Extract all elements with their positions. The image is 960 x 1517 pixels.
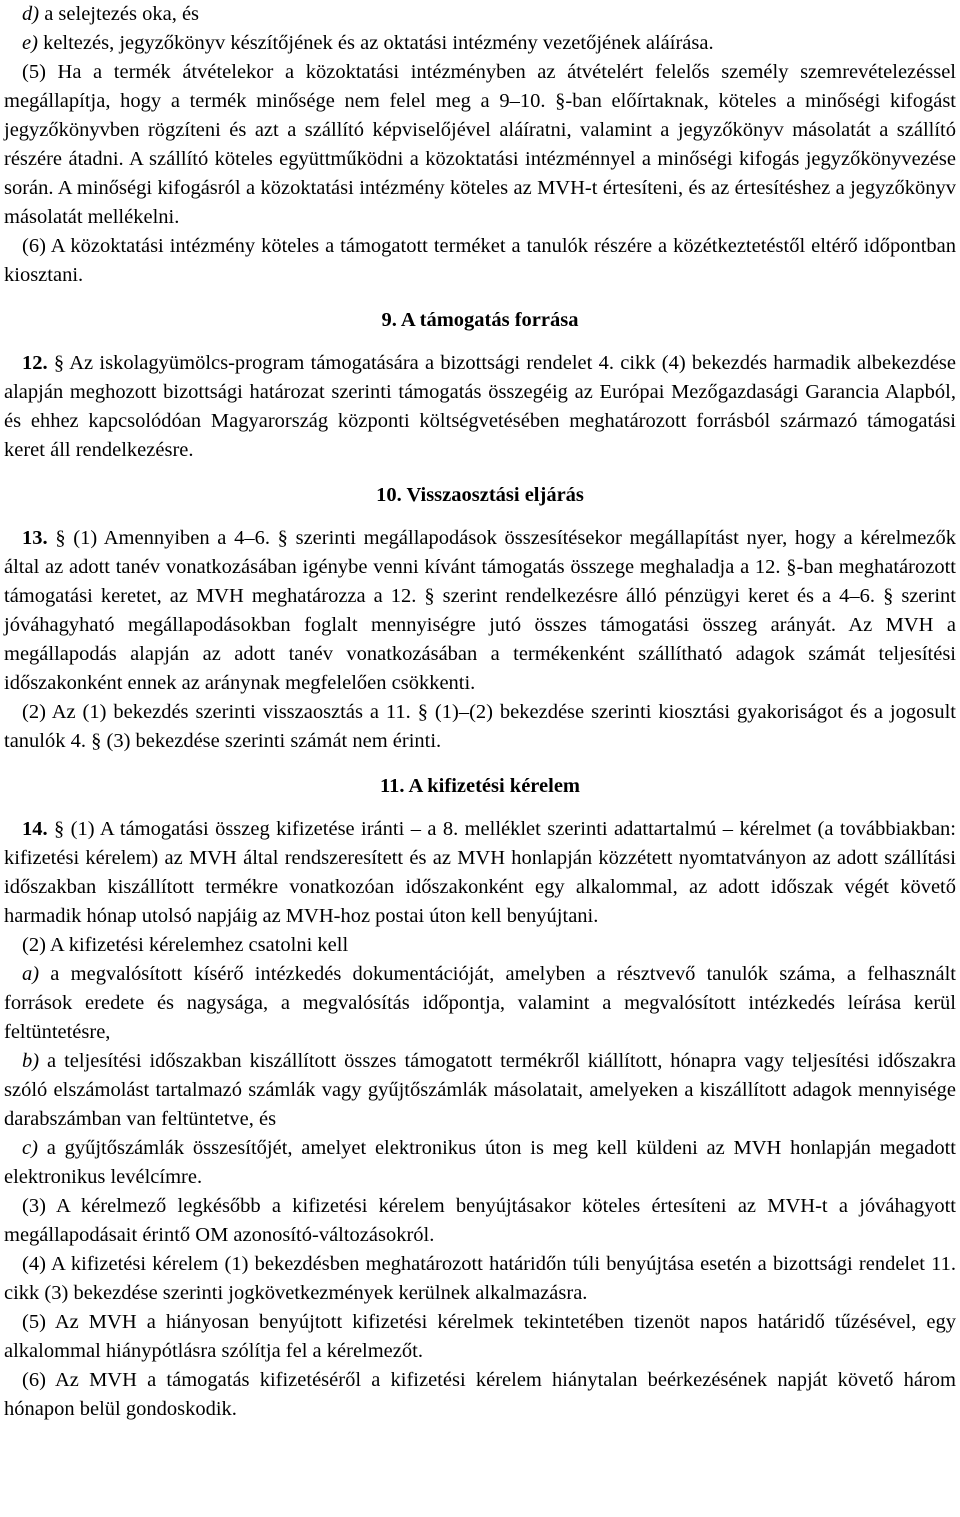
section-14-item-c [4, 1134, 956, 1192]
section-14-paragraph-2: (2) A kifizetési kérelemhez csatolni kell [22, 934, 349, 956]
heading-section-9: 9. A támogatás forrása [381, 309, 579, 331]
paragraph-6: (6) A közoktatási intézmény köteles a támogatott terméket a tanulók részére a közétkeztetéstől eltérő időpontban kiosztani. [4, 235, 956, 286]
section-13-paragraph-1 [4, 524, 956, 698]
section-12 [4, 349, 956, 465]
document-page [4, 0, 956, 1424]
item-b-label: b) [22, 1050, 40, 1072]
section-13-number: 13. [22, 527, 48, 549]
section-14-paragraph-6: (6) Az MVH a támogatás kifizetéséről a kifizetési kérelem hiánytalan beérkezésének napját követő három hónapon belül gondoskodik. [4, 1369, 956, 1420]
section-14-paragraph-3: (3) A kérelmező legkésőbb a kifizetési kérelem benyújtásakor köteles értesíteni az MVH-t a jóváhagyott megállapodásait érintő OM azonosító-változásokról. [4, 1195, 956, 1246]
section-14-item-a [4, 960, 956, 1047]
section-12-number: 12. [22, 352, 48, 374]
section-13-paragraph-2: (2) Az (1) bekezdés szerinti visszaosztás a 11. § (1)–(2) bekezdése szerinti kiosztási gyakoriságot és a jogosult tanulók 4. § (3) bekezdése szerinti számát nem érinti. [4, 701, 956, 752]
section-14-item-b [4, 1047, 956, 1134]
item-d-label: d) [22, 3, 40, 25]
section-13-text: § (1) Amennyiben a 4–6. § szerinti megállapodások összesítésekor megállapítást nyer, hogy a kérelmezők által az adott tanév vonatkozásában igénybe venni kívánt támogatás összege meghaladja a 12. §-ban meghatározott támogatási keretet, az MVH meghatározza a 12. § szerint rendelkezésre álló pénzügyi keret és a 4–6. § szerint jóváhagyható megállapodásokban foglalt mennyiségre jutó összes támogatási összeg arányát. Az MVH a megállapodás alapján az adott tanév vonatkozásában a termékenként szállítható adagok számát teljesítési időszakonként ennek az aránynak megfelelően csökkenti. [4, 527, 956, 694]
section-14-text: § (1) A támogatási összeg kifizetése iránti – a 8. melléklet szerinti adattartalmú – kérelmet (a továbbiakban: kifizetési kérelem) az MVH által rendszeresített és az MVH honlapján közzétett nyomtatványon az adott szállítási időszakban kiszállított termékre vonatkozóan időszakonként egy alkalommal, az adott időszak végét követő harmadik hónap utolsó napjáig az MVH-hoz postai úton kell benyújtani. [4, 818, 956, 927]
heading-section-10: 10. Visszaosztási eljárás [376, 484, 584, 506]
item-e-label: e) [22, 32, 38, 54]
section-14-paragraph-4: (4) A kifizetési kérelem (1) bekezdésben meghatározott határidőn túli benyújtása esetén a bizottsági rendelet 11. cikk (3) bekezdése szerinti jogkövetkezmények kerülnek alkalmazásra. [4, 1253, 956, 1304]
item-c-label: c) [22, 1137, 38, 1159]
item-e-text: keltezés, jegyzőkönyv készítőjének és az oktatási intézmény vezetőjének aláírása. [37, 32, 714, 54]
paragraph-5: (5) Ha a termék átvételekor a közoktatási intézményben az átvételért felelős személy szemrevételezéssel megállapítja, hogy a termék minősége nem felel meg a 9–10. §-ban előírtaknak, köteles a minőségi kifogást jegyzőkönyvben rögzíteni és azt a szállító képviselőjével aláíratni, valamint a jegyzőkönyv másolatát a szállító részére átadni. A szállító köteles együttműködni a közoktatási intézménnyel a minőségi kifogás jegyzőkönyvezése során. A minőségi kifogásról a közoktatási intézmény köteles az MVH-t értesíteni, és az értesítéshez a jegyzőkönyv másolatát mellékelni. [4, 61, 956, 228]
item-e [4, 29, 956, 58]
section-12-text: § Az iskolagyümölcs-program támogatására a bizottsági rendelet 4. cikk (4) bekezdés harmadik albekezdése alapján meghozott bizottsági határozat szerinti támogatás összegéig az Európai Mezőgazdasági Garancia Alapból, és ehhez kapcsolódóan Magyarország központi költségvetésében meghatározott forrásból származó támogatási keret áll rendelkezésre. [4, 352, 956, 461]
item-d [4, 0, 956, 29]
section-14-paragraph-5: (5) Az MVH a hiányosan benyújtott kifizetési kérelmek tekintetében tizenöt napos határidő tűzésével, egy alkalommal hiánypótlásra szólítja fel a kérelmezőt. [4, 1311, 956, 1362]
section-14-paragraph-1 [4, 815, 956, 931]
item-d-text: a selejtezés oka, és [39, 3, 200, 25]
item-c-text: a gyűjtőszámlák összesítőjét, amelyet elektronikus úton is meg kell küldeni az MVH honlapján megadott elektronikus levélcímre. [4, 1137, 956, 1188]
item-b-text: a teljesítési időszakban kiszállított összes támogatott termékről kiállított, hónapra vagy teljesítési időszakra szóló elszámolást tartalmazó számlák vagy gyűjtőszámlák másolatait, amelyeken a kiszállított adagok mennyisége darabszámban van feltüntetve, és [4, 1050, 956, 1130]
section-14-number: 14. [22, 818, 48, 840]
heading-section-11: 11. A kifizetési kérelem [379, 775, 581, 797]
item-a-text: a megvalósított kísérő intézkedés dokumentációját, amelyben a résztvevő tanulók száma, a felhasznált források eredete és nagysága, a megvalósítás időpontja, valamint a megvalósított intézkedés leírása kerül feltüntetésre, [4, 963, 956, 1043]
item-a-label: a) [22, 963, 40, 985]
